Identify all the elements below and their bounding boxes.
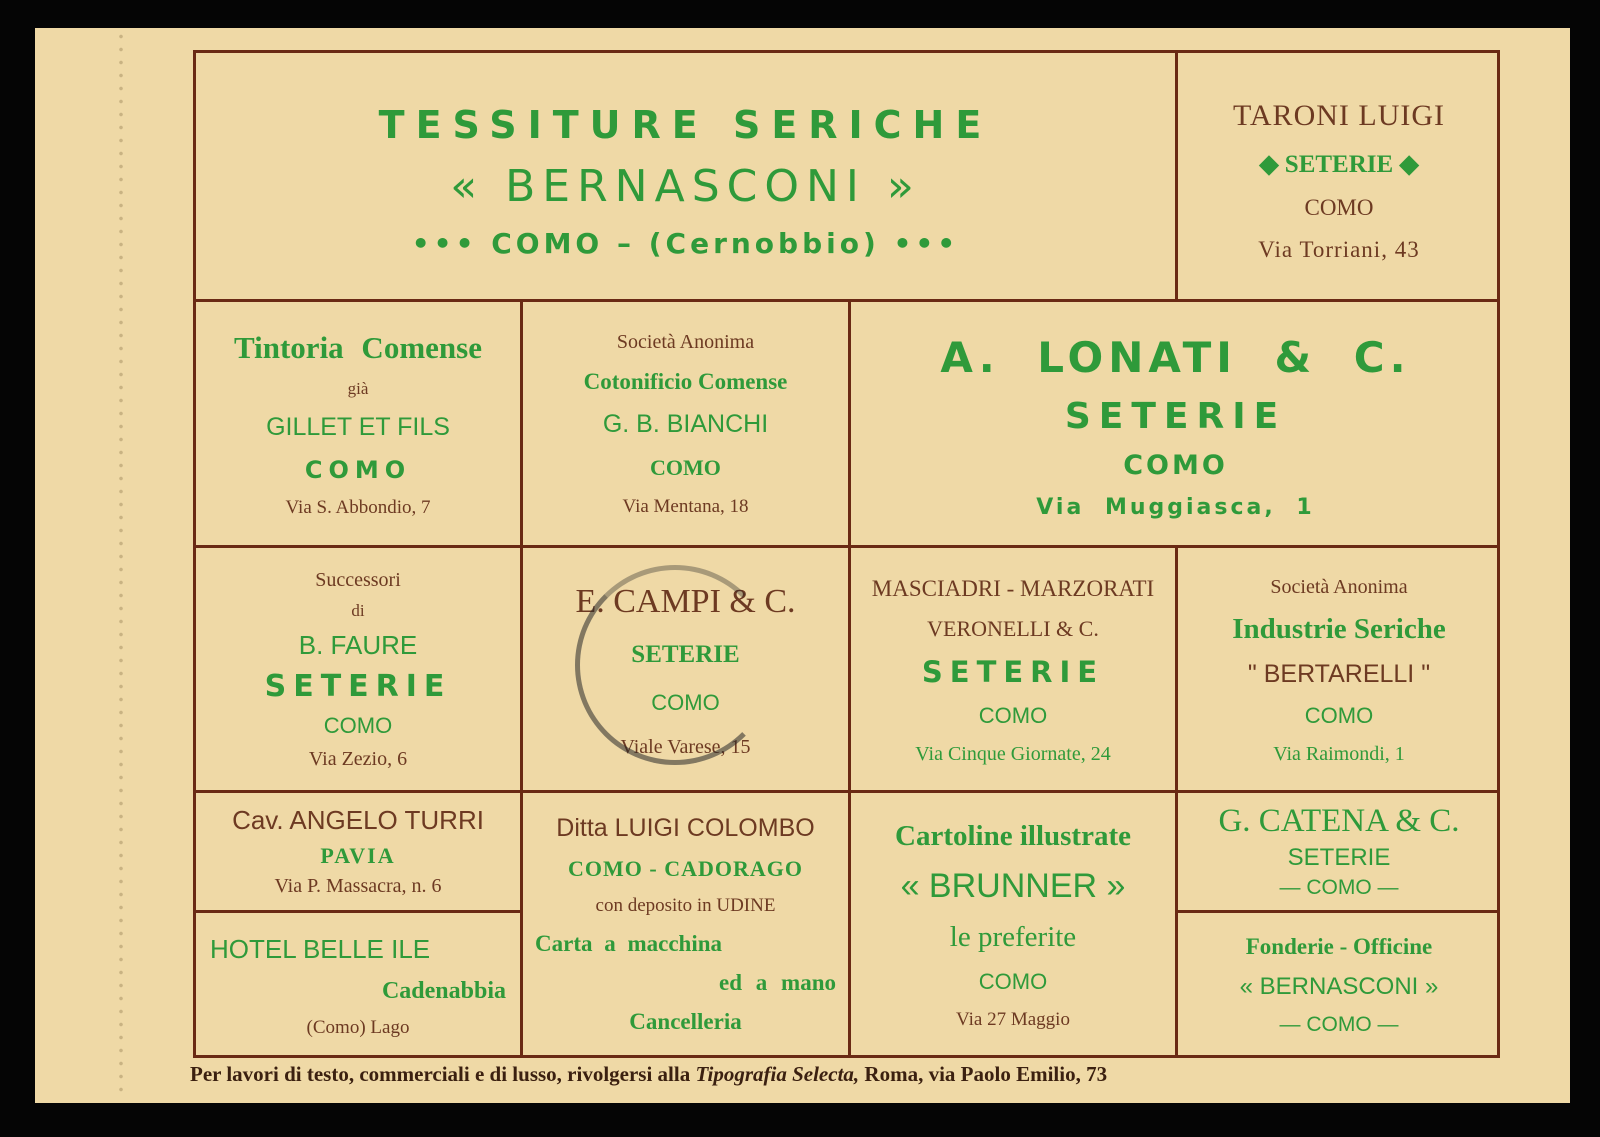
- ad-brand: " BERTARELLI ": [1247, 660, 1431, 688]
- ad-address: Via P. Massacra, n. 6: [274, 874, 442, 897]
- ad-slogan: le preferite: [949, 920, 1077, 953]
- ad-address: Via Torriani, 43: [1258, 237, 1420, 262]
- ad-note: di: [351, 600, 365, 620]
- ad-tintoria-comense: [196, 302, 520, 545]
- ad-lonati: [851, 302, 1500, 545]
- ad-city: COMO: [1304, 195, 1374, 220]
- ad-city: COMO: [978, 703, 1048, 729]
- ad-taroni-luigi: [1178, 53, 1500, 299]
- ad-brand: « BERNASCONI »: [1239, 972, 1439, 1000]
- ad-city: COMO: [978, 968, 1048, 994]
- ad-note: già: [347, 379, 369, 399]
- ad-city: ••• COMO – (Cernobbio) •••: [411, 226, 960, 260]
- ad-address: Via Zezio, 6: [308, 748, 408, 771]
- ad-address: Via Cinque Giornate, 24: [915, 743, 1111, 766]
- ad-city: COMO - CADORAGO: [568, 856, 803, 882]
- ad-company-name: TARONI LUIGI: [1232, 99, 1446, 132]
- ad-company-name: Industrie Seriche: [1232, 613, 1446, 645]
- ad-company-name: Ditta LUIGI COLOMBO: [556, 814, 815, 843]
- ad-hotel-belle-ile: [196, 913, 520, 1058]
- ad-address: Via Raimondi, 1: [1273, 743, 1405, 765]
- ad-industrie-seriche-bertarelli: [1178, 548, 1500, 790]
- ad-masciadri-marzorati: [851, 548, 1175, 790]
- ad-brunner: [851, 793, 1175, 1058]
- ad-note: Successori: [315, 568, 401, 591]
- ad-luigi-colombo: [523, 793, 848, 1058]
- ad-tessiture-bernasconi: [196, 53, 1175, 299]
- postmark-stamp: [575, 565, 775, 765]
- footer-address: Roma, via Paolo Emilio, 73: [859, 1062, 1108, 1086]
- ad-city: PAVIA: [320, 842, 396, 868]
- ad-company-name: A. LONATI & C.: [940, 333, 1411, 383]
- ad-lake: (Como) Lago: [306, 1017, 410, 1039]
- ad-company-name: Cotonificio Comense: [583, 369, 788, 395]
- ad-company-name: Fonderie - Officine: [1245, 933, 1433, 959]
- ad-city: COMO: [651, 689, 720, 715]
- ad-company-name: E. CAMPI & C.: [575, 582, 796, 620]
- ad-depot: con deposito in UDINE: [595, 895, 776, 917]
- ad-address: Via Mentana, 18: [622, 495, 749, 517]
- ad-city: — COMO —: [1279, 1013, 1399, 1037]
- printer-footer: [190, 1062, 1500, 1087]
- ad-company-name: Cav. ANGELO TURRI: [232, 805, 484, 836]
- perforated-edge: [116, 30, 126, 1100]
- ad-company-name: « BERNASCONI »: [450, 161, 921, 212]
- ad-company-name-2: VERONELLI & C.: [927, 615, 1099, 641]
- ad-city: COMO: [304, 455, 412, 484]
- ad-company-name: Tintoria Comense: [234, 329, 482, 365]
- ad-company-name: G. CATENA & C.: [1218, 803, 1460, 839]
- ad-title: TESSITURE SERICHE: [378, 102, 993, 147]
- ad-previous-name: GILLET ET FILS: [266, 412, 450, 441]
- ad-city: — COMO —: [1279, 876, 1399, 899]
- ad-company-name: MASCIADRI - MARZORATI: [871, 575, 1155, 601]
- ad-fonderie-bernasconi: [1178, 913, 1500, 1058]
- ad-city: COMO: [650, 454, 721, 480]
- ad-address: Viale Varese, 15: [620, 736, 751, 759]
- ad-angelo-turri: [196, 793, 520, 910]
- ad-product: Carta a macchina: [535, 930, 723, 956]
- ad-product: ed a mano: [719, 969, 836, 995]
- ad-trade: SETERIE: [921, 655, 1105, 690]
- ad-city: COMO: [1304, 703, 1374, 728]
- ad-trade: ◆ SETERIE ◆: [1259, 151, 1419, 178]
- ad-product: Cancelleria: [629, 1008, 742, 1034]
- ad-cotonificio-comense: [523, 302, 848, 545]
- ad-faure: [196, 548, 520, 790]
- ad-address: Via Muggiasca, 1: [1036, 494, 1315, 520]
- ad-city: COMO: [323, 713, 393, 739]
- ad-company-name: B. FAURE: [298, 629, 418, 660]
- ad-company-name: « BRUNNER »: [900, 867, 1126, 906]
- ad-owner: G. B. BIANCHI: [602, 410, 769, 439]
- ad-company-type: Cartoline illustrate: [895, 819, 1131, 852]
- ad-town: Cadenabbia: [381, 977, 506, 1004]
- ad-company-type: Società Anonima: [616, 331, 755, 354]
- ad-trade: SETERIE: [264, 669, 452, 705]
- ad-address: Via S. Abbondio, 7: [285, 497, 431, 519]
- ad-trade: SETERIE: [1287, 844, 1391, 871]
- ad-trade: SETERIE: [631, 641, 740, 669]
- ad-catena: [1178, 793, 1500, 910]
- ad-city: COMO: [1123, 450, 1228, 482]
- footer-printer: Tipografia Selecta,: [695, 1062, 860, 1086]
- ad-company-type: Società Anonima: [1270, 576, 1408, 598]
- ad-company-name: HOTEL BELLE ILE: [210, 933, 431, 964]
- ad-address: Via 27 Maggio: [956, 1009, 1070, 1031]
- footer-text: Per lavori di testo, commerciali e di lusso, rivolgersi alla: [190, 1062, 696, 1086]
- ad-trade: SETERIE: [1064, 395, 1287, 437]
